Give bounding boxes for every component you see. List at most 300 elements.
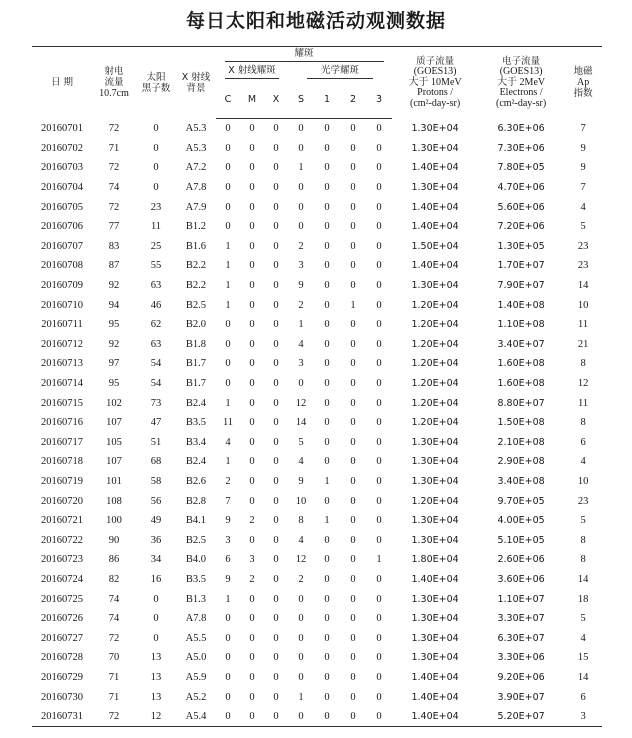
cell-flare-3: 0: [376, 299, 382, 311]
cell-flare-s: 2: [298, 240, 304, 252]
header-flare-s: S: [288, 81, 314, 119]
cell-electron-flux: 9.20E+06: [497, 671, 545, 683]
cell-flare-x: 0: [273, 338, 279, 350]
cell-ap-index: 5: [580, 221, 586, 233]
cell-flare-c: 0: [225, 162, 231, 174]
cell-date: 20160709: [41, 280, 83, 292]
cell-flare-s: 12: [295, 554, 307, 566]
cell-flare-x: 0: [273, 534, 279, 546]
cell-flare-m: 0: [249, 495, 255, 507]
cell-flare-3: 0: [376, 515, 382, 527]
cell-flare-m: 2: [249, 515, 255, 527]
cell-flare-m: 0: [249, 260, 255, 272]
table-row: [32, 276, 602, 296]
cell-radio-flux: 70: [108, 652, 120, 664]
header-xray-flares: X 射线耀斑: [216, 63, 288, 81]
cell-ap-index: 4: [580, 632, 586, 644]
cell-proton-flux: 1.40E+04: [392, 707, 478, 727]
cell-xray-background: B4.0: [185, 554, 207, 566]
cell-flare-3: 0: [376, 338, 382, 350]
cell-xray-background: B2.2: [185, 260, 207, 272]
cell-date: 20160720: [41, 495, 83, 507]
cell-flare-c: 1: [225, 240, 231, 252]
cell-flare-2: 0: [350, 142, 356, 154]
cell-flare-s: 1: [298, 691, 304, 703]
cell-flare-s: 9: [298, 475, 304, 487]
cell-flare-2: 0: [350, 182, 356, 194]
cell-ap-index: 8: [580, 358, 586, 370]
cell-date: 20160730: [41, 691, 83, 703]
cell-flare-1: 0: [324, 123, 330, 135]
cell-flare-2: 0: [350, 534, 356, 546]
cell-flare-c: 1: [225, 280, 231, 292]
cell-xray-background: B4.1: [185, 515, 207, 527]
cell-sunspot-number: 0: [153, 162, 159, 174]
table-row: [32, 295, 602, 315]
cell-flare-x: 0: [273, 632, 279, 644]
cell-date: 20160729: [41, 671, 83, 683]
cell-electron-flux: 6.30E+06: [497, 123, 545, 135]
cell-flare-1: 0: [324, 358, 330, 370]
cell-flare-s: 0: [298, 652, 304, 664]
cell-sunspot-number: 13: [150, 652, 162, 664]
cell-flare-3: 0: [376, 358, 382, 370]
cell-xray-background: B2.5: [185, 299, 207, 311]
cell-flare-2: 0: [350, 417, 356, 429]
cell-flare-x: 0: [273, 593, 279, 605]
cell-electron-flux: 5.20E+07: [478, 707, 564, 727]
header-flare-m: M: [240, 81, 264, 119]
cell-flare-x: 0: [273, 417, 279, 429]
cell-proton-flux: 1.30E+04: [411, 652, 459, 664]
cell-flare-m: 3: [249, 554, 255, 566]
table-row: [32, 609, 602, 629]
cell-sunspot-number: 0: [153, 613, 159, 625]
cell-ap-index: 12: [577, 378, 589, 390]
cell-ap-index: 10: [577, 299, 589, 311]
cell-flare-s: 1: [298, 162, 304, 174]
table-row: [32, 119, 602, 139]
cell-xray-background: B1.3: [185, 593, 207, 605]
cell-date: 20160731: [32, 707, 92, 727]
cell-radio-flux: 71: [108, 671, 120, 683]
cell-electron-flux: 2.10E+08: [497, 436, 545, 448]
cell-radio-flux: 72: [92, 707, 136, 727]
cell-ap-index: 9: [580, 142, 586, 154]
cell-electron-flux: 2.90E+08: [497, 456, 545, 468]
cell-flare-3: 1: [376, 554, 382, 566]
cell-proton-flux: 1.40E+04: [411, 221, 459, 233]
cell-electron-flux: 1.60E+08: [497, 358, 545, 370]
cell-ap-index: 8: [580, 554, 586, 566]
cell-electron-flux: 7.20E+06: [497, 221, 545, 233]
cell-electron-flux: 1.10E+07: [497, 593, 545, 605]
cell-electron-flux: 1.50E+08: [497, 417, 545, 429]
cell-flare-1: 0: [324, 201, 330, 213]
cell-electron-flux: 3.90E+07: [497, 691, 545, 703]
cell-flare-3: 0: [376, 475, 382, 487]
cell-ap-index: 3: [564, 707, 602, 727]
header-optical-flares: 光学耀斑: [288, 63, 392, 81]
cell-electron-flux: 3.40E+08: [497, 475, 545, 487]
cell-flare-2: 0: [350, 691, 356, 703]
cell-flare-m: 0: [249, 221, 255, 233]
table-row: [32, 158, 602, 178]
cell-ap-index: 8: [580, 534, 586, 546]
cell-flare-x: 0: [273, 652, 279, 664]
cell-xray-background: A5.2: [185, 691, 207, 703]
cell-flare-3: 0: [376, 613, 382, 625]
table-row: [32, 354, 602, 374]
cell-date: 20160727: [41, 632, 83, 644]
cell-radio-flux: 95: [108, 378, 120, 390]
cell-flare-1: 0: [324, 632, 330, 644]
cell-proton-flux: 1.30E+04: [411, 182, 459, 194]
cell-flare-s: 0: [298, 613, 304, 625]
cell-xray-background: A7.8: [185, 613, 207, 625]
table-row: [32, 413, 602, 433]
cell-flare-2: 0: [350, 593, 356, 605]
cell-flare-2: 0: [350, 240, 356, 252]
cell-flare-1: 0: [324, 182, 330, 194]
cell-flare-s: 10: [295, 495, 307, 507]
cell-sunspot-number: 47: [150, 417, 162, 429]
header-flares: 耀斑: [216, 47, 392, 63]
cell-date: 20160726: [41, 613, 83, 625]
cell-flare-m: 0: [249, 319, 255, 331]
cell-electron-flux: 2.60E+06: [497, 554, 545, 566]
cell-flare-1: 0: [324, 142, 330, 154]
cell-electron-flux: 6.30E+07: [497, 632, 545, 644]
cell-flare-x: 0: [273, 162, 279, 174]
cell-flare-m: 0: [249, 593, 255, 605]
cell-proton-flux: 1.80E+04: [411, 554, 459, 566]
cell-flare-c: 9: [225, 515, 231, 527]
cell-flare-x: 0: [264, 707, 288, 727]
cell-proton-flux: 1.40E+04: [411, 573, 459, 585]
table-row: [32, 452, 602, 472]
cell-xray-background: B3.5: [185, 573, 207, 585]
cell-xray-background: B2.5: [185, 534, 207, 546]
cell-flare-m: 0: [249, 652, 255, 664]
cell-flare-2: 1: [350, 299, 356, 311]
cell-sunspot-number: 56: [150, 495, 162, 507]
cell-flare-m: 0: [249, 397, 255, 409]
cell-electron-flux: 5.60E+06: [497, 201, 545, 213]
cell-sunspot-number: 0: [153, 593, 159, 605]
cell-flare-3: 0: [376, 319, 382, 331]
header-xray-background: X 射线 背景: [181, 71, 211, 94]
table-row: [32, 491, 602, 511]
cell-flare-3: 0: [376, 593, 382, 605]
cell-xray-background: B1.8: [185, 338, 207, 350]
cell-flare-s: 1: [298, 319, 304, 331]
cell-flare-3: 0: [376, 495, 382, 507]
cell-flare-2: 0: [350, 338, 356, 350]
cell-radio-flux: 74: [108, 613, 120, 625]
cell-flare-x: 0: [273, 573, 279, 585]
cell-flare-s: 9: [298, 280, 304, 292]
cell-xray-background: A7.8: [185, 182, 207, 194]
cell-sunspot-number: 63: [150, 338, 162, 350]
cell-sunspot-number: 0: [153, 632, 159, 644]
cell-date: 20160704: [41, 182, 83, 194]
cell-proton-flux: 1.30E+04: [411, 123, 459, 135]
cell-radio-flux: 97: [108, 358, 120, 370]
cell-flare-c: 0: [225, 182, 231, 194]
cell-flare-2: 0: [350, 162, 356, 174]
table-row: [32, 393, 602, 413]
cell-ap-index: 11: [578, 319, 589, 331]
cell-proton-flux: 1.30E+04: [411, 142, 459, 154]
cell-flare-m: 0: [249, 162, 255, 174]
cell-flare-m: 0: [249, 632, 255, 644]
cell-flare-x: 0: [273, 299, 279, 311]
table-row: [32, 687, 602, 707]
cell-xray-background: B2.2: [185, 280, 207, 292]
cell-sunspot-number: 63: [150, 280, 162, 292]
cell-flare-x: 0: [273, 436, 279, 448]
cell-flare-3: 0: [376, 162, 382, 174]
header-electron-flux: 电子流量 (GOES13) 大于 2MeV Electrons / (cm²-day-sr): [495, 55, 547, 109]
cell-flare-1: 0: [324, 495, 330, 507]
cell-flare-3: 0: [376, 534, 382, 546]
cell-xray-background: B3.5: [185, 417, 207, 429]
cell-radio-flux: 71: [108, 691, 120, 703]
cell-flare-3: 0: [376, 417, 382, 429]
cell-flare-3: 0: [376, 201, 382, 213]
cell-flare-3: 0: [366, 707, 392, 727]
cell-flare-m: 0: [249, 613, 255, 625]
cell-flare-2: 0: [350, 613, 356, 625]
cell-flare-2: 0: [350, 201, 356, 213]
table-row: [32, 570, 602, 590]
header-flare-x: X: [264, 81, 288, 119]
header-sunspot: 太阳 黑子数: [141, 71, 171, 94]
header-radio-flux: 射电 流量 10.7cm: [99, 66, 129, 100]
cell-ap-index: 23: [577, 260, 589, 272]
cell-proton-flux: 1.40E+04: [411, 691, 459, 703]
cell-electron-flux: 7.30E+06: [497, 142, 545, 154]
cell-flare-3: 0: [376, 456, 382, 468]
cell-radio-flux: 83: [108, 240, 120, 252]
table-row: [32, 668, 602, 688]
cell-date: 20160722: [41, 534, 83, 546]
cell-flare-s: 3: [298, 260, 304, 272]
cell-flare-x: 0: [273, 260, 279, 272]
cell-flare-c: 0: [225, 319, 231, 331]
cell-flare-s: 12: [295, 397, 307, 409]
table-row: [32, 511, 602, 531]
cell-ap-index: 7: [580, 123, 586, 135]
cell-xray-background: B1.7: [185, 358, 207, 370]
header-proton-flux: 质子流量 (GOES13) 大于 10MeV Protons / (cm²-day-sr): [408, 55, 462, 109]
cell-flare-c: 0: [225, 221, 231, 233]
cell-flare-m: 0: [249, 378, 255, 390]
cell-flare-c: 0: [225, 613, 231, 625]
cell-date: 20160718: [41, 456, 83, 468]
cell-flare-c: 0: [225, 632, 231, 644]
cell-flare-1: 0: [324, 162, 330, 174]
cell-flare-m: 0: [249, 280, 255, 292]
cell-sunspot-number: 36: [150, 534, 162, 546]
cell-flare-x: 0: [273, 280, 279, 292]
cell-flare-1: 0: [324, 573, 330, 585]
cell-flare-m: 2: [249, 573, 255, 585]
cell-flare-m: 0: [249, 201, 255, 213]
cell-xray-background: A7.2: [185, 162, 207, 174]
cell-flare-3: 0: [376, 573, 382, 585]
cell-sunspot-number: 11: [150, 221, 162, 233]
cell-ap-index: 9: [580, 162, 586, 174]
cell-proton-flux: 1.20E+04: [411, 358, 459, 370]
cell-radio-flux: 92: [108, 338, 120, 350]
cell-flare-s: 4: [298, 338, 304, 350]
cell-flare-s: 0: [298, 182, 304, 194]
cell-flare-1: 0: [314, 707, 340, 727]
cell-flare-s: 0: [298, 632, 304, 644]
cell-electron-flux: 7.80E+05: [497, 162, 545, 174]
table-row: [32, 472, 602, 492]
cell-flare-2: 0: [350, 319, 356, 331]
cell-radio-flux: 107: [106, 456, 122, 468]
cell-sunspot-number: 13: [150, 691, 162, 703]
cell-flare-1: 0: [324, 240, 330, 252]
cell-flare-s: 0: [298, 123, 304, 135]
cell-flare-3: 0: [376, 378, 382, 390]
cell-flare-x: 0: [273, 201, 279, 213]
cell-proton-flux: 1.30E+04: [411, 534, 459, 546]
cell-ap-index: 6: [580, 436, 586, 448]
cell-xray-background: B2.6: [185, 475, 207, 487]
cell-flare-s: 2: [298, 573, 304, 585]
cell-xray-background: B2.0: [185, 319, 207, 331]
cell-radio-flux: 72: [108, 123, 120, 135]
cell-flare-s: 0: [298, 201, 304, 213]
cell-date: 20160724: [41, 573, 83, 585]
cell-date: 20160728: [41, 652, 83, 664]
cell-ap-index: 15: [577, 652, 589, 664]
cell-radio-flux: 100: [106, 515, 122, 527]
cell-flare-1: 1: [324, 475, 330, 487]
cell-proton-flux: 1.40E+04: [411, 201, 459, 213]
cell-xray-background: A5.3: [185, 123, 207, 135]
cell-flare-c: 7: [225, 495, 231, 507]
cell-flare-s: 8: [298, 515, 304, 527]
cell-date: 20160703: [41, 162, 83, 174]
cell-radio-flux: 107: [106, 417, 122, 429]
cell-flare-s: 0: [298, 378, 304, 390]
table-row: [32, 315, 602, 335]
cell-flare-c: 4: [225, 436, 231, 448]
cell-date: 20160721: [41, 515, 83, 527]
cell-flare-1: 0: [324, 299, 330, 311]
header-flare-c: C: [216, 81, 240, 119]
cell-flare-3: 0: [376, 260, 382, 272]
cell-flare-3: 0: [376, 221, 382, 233]
cell-flare-2: 0: [350, 358, 356, 370]
cell-ap-index: 23: [577, 495, 589, 507]
cell-flare-c: 1: [225, 260, 231, 272]
cell-flare-c: 0: [225, 652, 231, 664]
cell-radio-flux: 77: [108, 221, 120, 233]
cell-flare-1: 0: [324, 691, 330, 703]
header-flare-1: 1: [314, 81, 340, 119]
table-row: [32, 197, 602, 217]
cell-flare-1: 0: [324, 436, 330, 448]
cell-flare-s: 14: [295, 417, 307, 429]
cell-flare-c: 0: [225, 671, 231, 683]
cell-proton-flux: 1.30E+04: [411, 475, 459, 487]
cell-electron-flux: 5.10E+05: [497, 534, 545, 546]
cell-proton-flux: 1.20E+04: [411, 338, 459, 350]
cell-flare-2: 0: [350, 671, 356, 683]
cell-electron-flux: 1.30E+05: [497, 240, 545, 252]
cell-flare-2: 0: [350, 495, 356, 507]
cell-proton-flux: 1.50E+04: [411, 240, 459, 252]
cell-date: 20160708: [41, 260, 83, 272]
table-row: [32, 335, 602, 355]
header-flare-3: 3: [366, 81, 392, 119]
cell-flare-x: 0: [273, 319, 279, 331]
solar-activity-table: [32, 46, 602, 727]
table-row: [32, 178, 602, 198]
cell-flare-x: 0: [273, 613, 279, 625]
cell-flare-c: 11: [222, 417, 234, 429]
cell-electron-flux: 8.80E+07: [497, 397, 545, 409]
cell-flare-m: 0: [249, 182, 255, 194]
cell-date: 20160719: [41, 475, 83, 487]
cell-xray-background: B1.7: [185, 378, 207, 390]
cell-flare-s: 3: [298, 358, 304, 370]
cell-flare-2: 0: [350, 221, 356, 233]
cell-proton-flux: 1.30E+04: [411, 456, 459, 468]
cell-sunspot-number: 25: [150, 240, 162, 252]
cell-flare-3: 0: [376, 397, 382, 409]
cell-xray-background: B2.4: [185, 397, 207, 409]
cell-flare-s: 5: [298, 436, 304, 448]
cell-flare-1: 0: [324, 280, 330, 292]
cell-radio-flux: 108: [106, 495, 122, 507]
cell-radio-flux: 71: [108, 142, 120, 154]
table-row: [32, 628, 602, 648]
table-row: [32, 589, 602, 609]
cell-flare-1: 0: [324, 554, 330, 566]
cell-flare-2: 0: [350, 632, 356, 644]
cell-flare-2: 0: [350, 436, 356, 448]
table-row: [32, 139, 602, 159]
cell-flare-3: 0: [376, 280, 382, 292]
cell-flare-1: 0: [324, 221, 330, 233]
cell-proton-flux: 1.40E+04: [411, 671, 459, 683]
cell-flare-m: 0: [249, 123, 255, 135]
cell-ap-index: 4: [580, 456, 586, 468]
cell-flare-x: 0: [273, 456, 279, 468]
cell-date: 20160715: [41, 397, 83, 409]
cell-electron-flux: 7.90E+07: [497, 280, 545, 292]
cell-flare-1: 1: [324, 515, 330, 527]
cell-flare-2: 0: [350, 397, 356, 409]
cell-ap-index: 6: [580, 691, 586, 703]
cell-electron-flux: 4.00E+05: [497, 515, 545, 527]
cell-radio-flux: 74: [108, 593, 120, 605]
cell-sunspot-number: 34: [150, 554, 162, 566]
cell-date: 20160706: [41, 221, 83, 233]
cell-flare-s: 0: [298, 671, 304, 683]
cell-flare-3: 0: [376, 182, 382, 194]
cell-flare-x: 0: [273, 378, 279, 390]
table-row: [32, 433, 602, 453]
